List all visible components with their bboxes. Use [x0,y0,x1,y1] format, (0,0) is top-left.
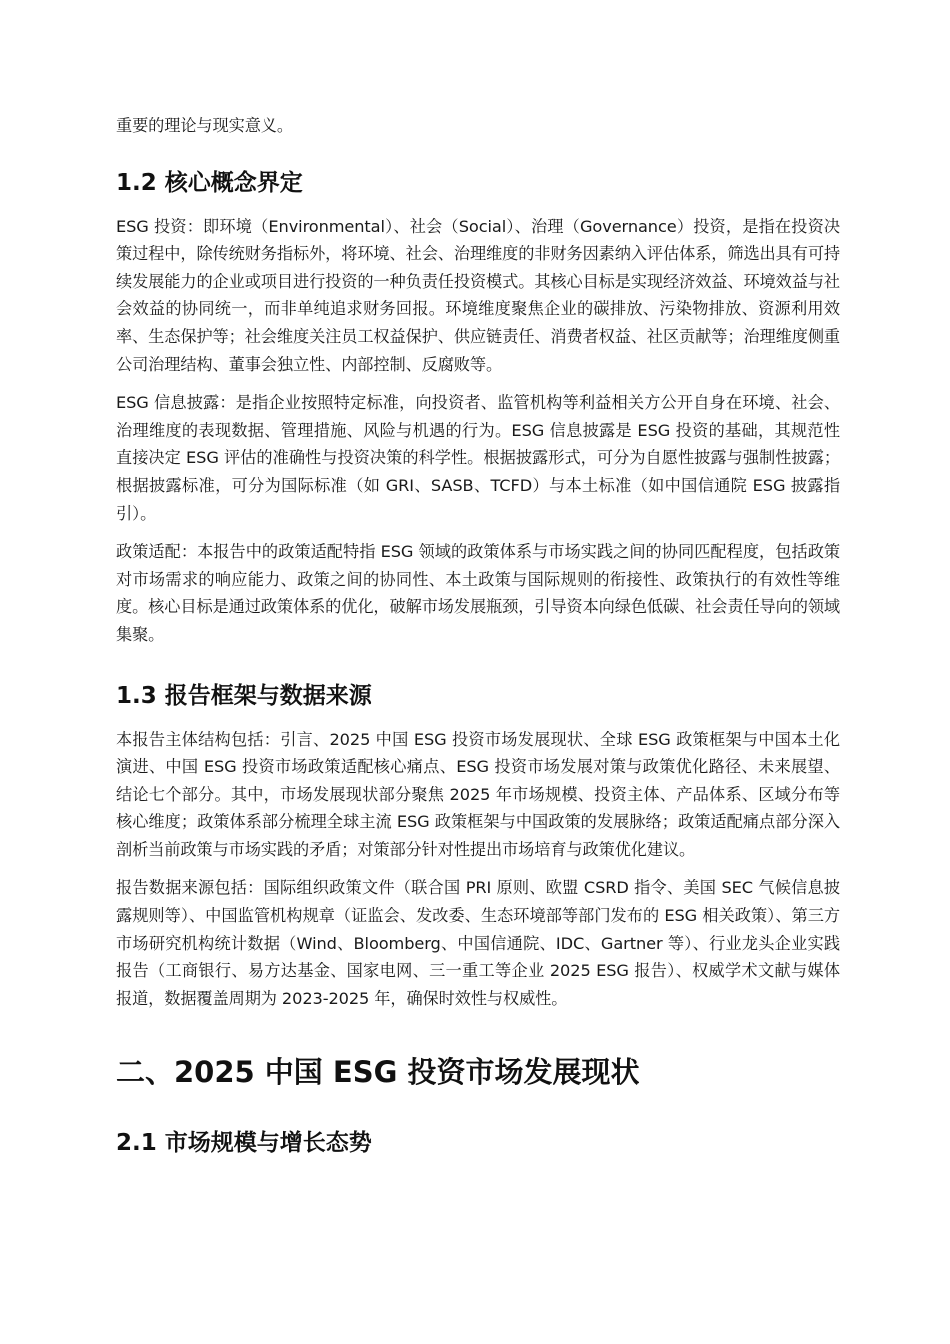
policy-adaptation-definition: 政策适配：本报告中的政策适配特指 ESG 领域的政策体系与市场实践之间的协同匹配程度，包括政策对市场需求的响应能力、政策之间的协同性、本土政策与国际规则的衔接性、政策执行的有效性等维度。核心目标是通过政策体系的优化，破解市场发展瓶颈，引导资本向绿色低碳、社会责任导向的领域集聚。 [116,542,840,644]
esg-investment-definition: ESG 投资：即环境（Environmental）、社会（Social）、治理（Governance）投资，是指在投资决策过程中，除传统财务指标外，将环境、社会、治理维度的非财务因素纳入评估体系，筛选出具有可持续发展能力的企业或项目进行投资的一种负责任投资模式。其核心目标是实现经济效益、环境效益与社会效益的协同统一，而非单纯追求财务回报。环境维度聚焦企业的碳排放、污染物排放、资源利用效率、生态保护等；社会维度关注员工权益保护、供应链责任、消费者权益、社区贡献等；治理维度侧重公司治理结构、董事会独立性、内部控制、反腐败等。 [116,216,840,374]
intro-paragraph-tail: 重要的理论与现实意义。 [116,116,293,135]
report-structure-paragraph: 本报告主体结构包括：引言、2025 中国 ESG 投资市场发展现状、全球 ESG 政策框架与中国本土化演进、中国 ESG 投资市场政策适配核心痛点、ESG 投资市场发展对策与政策优化路径、未来展望、结论七个部分。其中，市场发展现状部分聚焦 2025 年市场规模、投资主体、产品体系、区域分布等核心维度；政策体系部分梳理全球主流 ESG 政策框架与中国政策的发展脉络；政策适配痛点部分深入剖析当前政策与市场实践的矛盾；对策部分针对性提出市场培育与政策优化建议。 [116,729,840,859]
section-1-3-heading: 1.3 报告框架与数据来源 [116,682,372,709]
esg-disclosure-definition: ESG 信息披露：是指企业按照特定标准，向投资者、监管机构等利益相关方公开自身在环境、社会、治理维度的表现数据、管理措施、风险与机遇的行为。ESG 信息披露是 ESG 投资的基础，其规范性直接决定 ESG 评估的准确性与投资决策的科学性。根据披露形式，可分为自愿性披露与强制性披露；根据披露标准，可分为国际标准（如 GRI、SASB、TCFD）与本土标准（如中国信通院 ESG 披露指引）。 [116,393,840,523]
chapter-2-heading: 二、2025 中国 ESG 投资市场发展现状 [116,1055,640,1090]
section-2-1-heading: 2.1 市场规模与增长态势 [116,1130,372,1157]
section-1-2-heading: 1.2 核心概念界定 [116,169,303,196]
data-sources-paragraph: 报告数据来源包括：国际组织政策文件（联合国 PRI 原则、欧盟 CSRD 指令、美国 SEC 气候信息披露规则等）、中国监管机构规章（证监会、发改委、生态环境部等部门发布的 ESG 相关政策）、第三方市场研究机构统计数据（Wind、Bloomberg、中国信通院、IDC、Gartner 等）、行业龙头企业实践报告（工商银行、易方达基金、国家电网、三一重工等企业 2025 ESG 报告）、权威学术文献与媒体报道，数据覆盖周期为 2023-2025 年，确保时效性与权威性。 [116,878,840,1008]
document-body [116,112,840,1173]
